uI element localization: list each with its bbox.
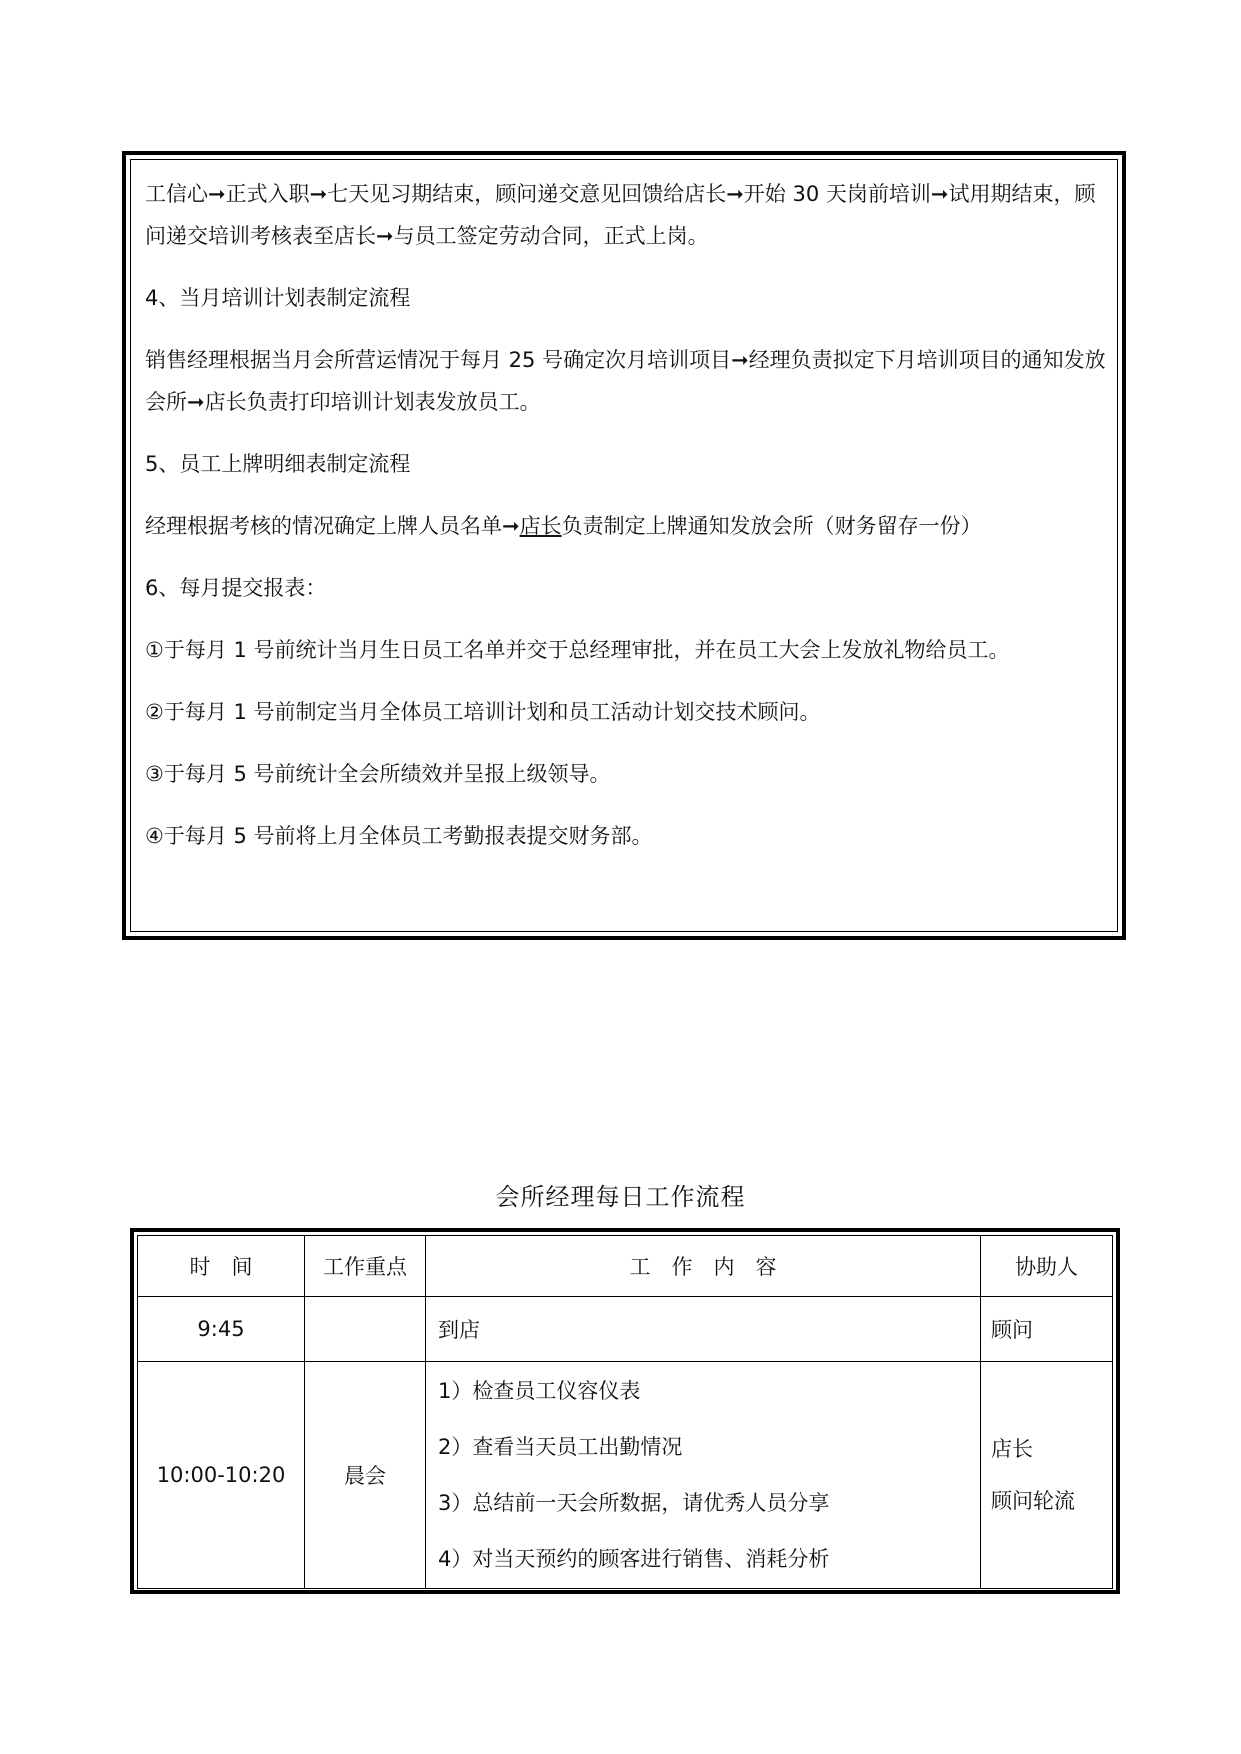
cell-key-point (305, 1297, 426, 1362)
heading-staff-rank-list: 5、员工上牌明细表制定流程 (145, 452, 411, 476)
cell-assistant (981, 1362, 1113, 1589)
list-item: 顾问轮流 (991, 1489, 1075, 1513)
procedure-box (122, 151, 1126, 940)
list-item: 1）检查员工仪容仪表 (438, 1379, 641, 1403)
table-row (138, 1297, 1113, 1362)
header-assistant: 协助人 (981, 1236, 1113, 1297)
heading-monthly-training-plan: 4、当月培训计划表制定流程 (145, 286, 411, 310)
paragraph-staff-rank-list: 经理根据考核的情况确定上牌人员名单➞店长负责制定上牌通知发放会所（财务留存一份） (145, 514, 982, 538)
table-header-row (138, 1236, 1113, 1297)
paragraph-monthly-training-plan: 销售经理根据当月会所营运情况于每月 25 号确定次月培训项目➞经理负责拟定下月培训项目的通知发放会所➞店长负责打印培训计划表发放员工。 (145, 348, 1106, 414)
header-key-point: 工作重点 (305, 1236, 426, 1297)
table-row (138, 1362, 1113, 1589)
list-item: 2）查看当天员工出勤情况 (438, 1435, 683, 1459)
report-item-3: ③于每月 5 号前统计全会所绩效并呈报上级领导。 (145, 762, 611, 786)
cell-time: 10:00-10:20 (138, 1362, 305, 1589)
procedure-box-inner (130, 159, 1118, 932)
heading-monthly-reports: 6、每月提交报表： (145, 576, 327, 600)
list-item: 店长 (991, 1437, 1033, 1461)
table-title: 会所经理每日工作流程 (495, 1183, 746, 1211)
report-item-1: ①于每月 1 号前统计当月生日员工名单并交于总经理审批，并在员工大会上发放礼物给员工。 (145, 638, 1010, 662)
underlined-store-manager: 店长 (519, 514, 562, 538)
cell-content: 到店 (426, 1297, 981, 1362)
header-time: 时 间 (138, 1236, 305, 1297)
header-work-content: 工 作 内 容 (426, 1236, 981, 1297)
daily-workflow-table-frame (130, 1228, 1120, 1594)
cell-key-point: 晨会 (305, 1362, 426, 1589)
list-item: 3）总结前一天会所数据，请优秀人员分享 (438, 1491, 830, 1515)
daily-workflow-table (137, 1235, 1113, 1589)
report-item-2: ②于每月 1 号前制定当月全体员工培训计划和员工活动计划交技术顾问。 (145, 700, 821, 724)
list-item: 4）对当天预约的顾客进行销售、消耗分析 (438, 1547, 830, 1571)
cell-assistant: 顾问 (981, 1297, 1113, 1362)
paragraph-probation-flow: 工信心➞正式入职➞七天见习期结束，顾问递交意见回馈给店长➞开始 30 天岗前培训➞试用期结束，顾问递交培训考核表至店长➞与员工签定劳动合同，正式上岗。 (145, 182, 1096, 248)
report-item-4: ④于每月 5 号前将上月全体员工考勤报表提交财务部。 (145, 824, 653, 848)
cell-content (426, 1362, 981, 1589)
cell-time: 9:45 (138, 1297, 305, 1362)
